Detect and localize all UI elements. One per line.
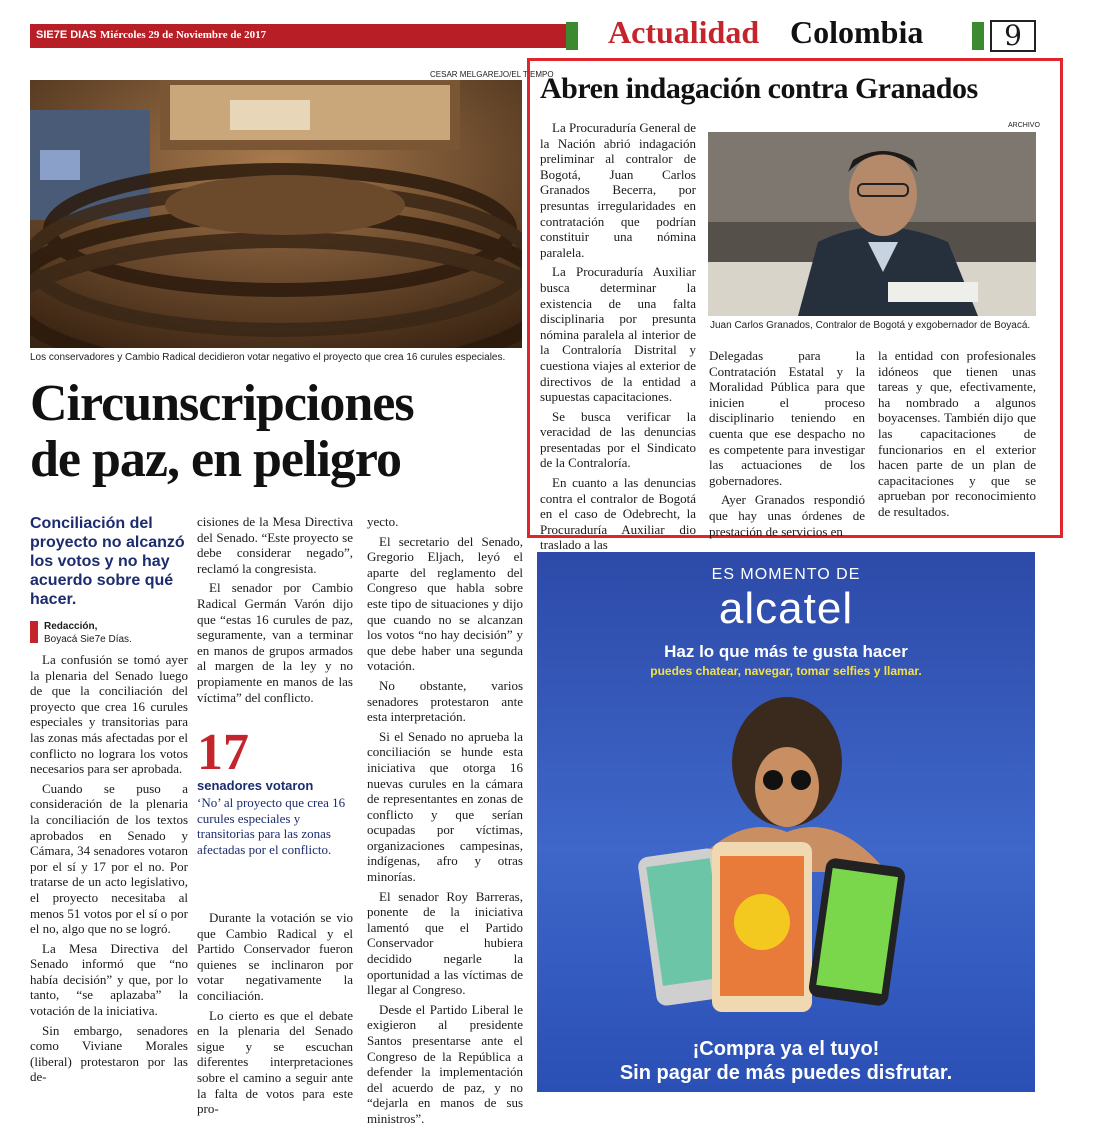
main-column-3 bbox=[367, 514, 523, 1131]
stat-text: ‘No’ al proyecto que crea 16 curules especiales y transitorias para las zonas afectadas por el conflicto. bbox=[197, 795, 346, 857]
paragraph: La Mesa Directiva del Senado informó que “no había decisión” y que, por lo tanto, “se aplazaba” la votación de la iniciativa. bbox=[30, 940, 188, 1019]
paragraph: El senador Roy Barreras, ponente de la iniciativa lamentó que el Partido Conservador hubiera decidido negarle la oportunidad a las víctimas de llegar al Congreso. bbox=[367, 888, 523, 998]
headline-line-1: Circunscripciones bbox=[30, 375, 414, 432]
side-column-1 bbox=[540, 120, 696, 557]
paragraph: Se busca verificar la veracidad de las denuncias presentadas por el Sindicato de la Contraloría. bbox=[540, 408, 696, 471]
byline-marker bbox=[30, 621, 38, 643]
ad-cta-1: ¡Compra ya el tuyo! bbox=[692, 1038, 880, 1060]
paragraph: La Procuraduría Auxiliar busca determinar la existencia de una falta disciplinaria por presunta nómina paralela al interior de la Contraloría Distrital y cuestiona viajes al exterior de directivos de la entidad a supuestas capacitaciones. bbox=[540, 264, 696, 405]
page-number: 9 bbox=[990, 20, 1036, 52]
paragraph: Sin embargo, senadores como Viviane Morales (liberal) protestaron por las de- bbox=[30, 1022, 188, 1085]
main-column-2-top bbox=[197, 514, 353, 709]
paragraph: Cuando se puso a consideración de la plenaria la conciliación de los textos aprobados en Senado y Cámara, 34 senadores votaron por el sí y 17 por el no. Por tratarse de un acto legislativo, el proyecto necesitaba al menos 51 votos por el sí o por el no, algo que no se logró. bbox=[30, 780, 188, 937]
section-title-colombia: Colombia bbox=[790, 14, 924, 50]
paragraph: Lo cierto es que el debate en la plenaria del Senado sigue y se escuchan diferentes interpretaciones sobre el camino a seguir ante la falta de votos para este pro- bbox=[197, 1007, 353, 1117]
header-bar bbox=[30, 24, 570, 48]
side-column-3 bbox=[878, 348, 1036, 524]
main-column-1 bbox=[30, 652, 188, 1089]
paragraph: Delegadas para la Contratación Estatal y la Moralidad Pública para que inicien el proceso disciplinario teniendo en cuenta que ese despacho no es competente para investigar las actuaciones de los gobernadores. bbox=[709, 348, 865, 488]
stat-box bbox=[197, 724, 353, 888]
ad-cta-2: Sin pagar de más puedes disfrutar. bbox=[619, 1062, 953, 1084]
paragraph: Ayer Granados respondió que hay unas órdenes de prestación de servicios en bbox=[709, 492, 865, 539]
paragraph: La Procuraduría General de la Nación abrió indagación preliminar al contralor de Bogotá, Juan Carlos Granados Becerra, por presuntas irregularidades en contratación que podrían constituir una nómina paralela. bbox=[540, 120, 697, 260]
green-stripe bbox=[566, 22, 578, 50]
byline-outlet: Boyacá Sie7e Días. bbox=[44, 634, 132, 645]
ad-brand-logo: alcatel bbox=[718, 584, 854, 633]
paragraph: Durante la votación se vio que Cambio Radical y el Partido Conservador fueron quienes se inclinaron por votar negativamente la conciliación. bbox=[197, 910, 353, 1003]
paragraph: Desde el Partido Liberal le exigieron al presidente Santos presentarse ante el Congreso de la República a defender la implementación del acuerdo de paz, y no “dejarla en manos de sus ministros”. bbox=[367, 1001, 523, 1126]
side-photo-credit: ARCHIVO bbox=[1008, 122, 1040, 129]
green-stripe-right bbox=[972, 22, 984, 50]
main-headline bbox=[30, 376, 520, 488]
paragraph: El secretario del Senado, Gregorio Eljach, leyó el aparte del reglamento del Congreso que habla sobre este tipo de situaciones y dijo que cuando no se alcanzan los votos “no hay decisión” y que debe haber una segunda votación. bbox=[367, 533, 523, 674]
headline-line-2: de paz, en peligro bbox=[30, 431, 402, 488]
ad-line-1: ES MOMENTO DE bbox=[711, 566, 861, 583]
byline-author: Redacción, bbox=[44, 621, 98, 632]
ad-line-2: Haz lo que más te gusta hacer bbox=[664, 642, 908, 661]
stat-title: senadores votaron bbox=[197, 778, 314, 793]
ad-phones-illustration bbox=[537, 692, 1035, 1012]
paragraph: cisiones de la Mesa Directiva del Senado. “Este proyecto se debe considerar negado”, reclamó la congresista. bbox=[197, 514, 353, 576]
paragraph: El senador por Cambio Radical Germán Varón dijo que “estas 16 curules de paz, seguramente, van a terminar en manos de grupos armados al margen de la ley y no propiamente en manos de las víctima” del conflicto. bbox=[197, 580, 353, 705]
story-kicker: Conciliación del proyecto no alcanzó los votos y no hay acuerdo sobre qué hacer. bbox=[30, 515, 185, 608]
issue-date: Miércoles 29 de Noviembre de 2017 bbox=[100, 29, 267, 41]
side-headline: Abren indagación contra Granados bbox=[540, 72, 978, 105]
side-column-2 bbox=[709, 348, 865, 543]
main-photo-caption: Los conservadores y Cambio Radical decidieron votar negativo el proyecto que crea 16 curules especiales. bbox=[30, 352, 506, 363]
paragraph: En cuanto a las denuncias contra el contralor de Bogotá en el caso de Odebrecht, la Procuraduría Auxiliar dio traslado a las bbox=[540, 475, 696, 553]
alcatel-advertisement[interactable] bbox=[537, 552, 1035, 1092]
paragraph: La confusión se tomó ayer la plenaria del Senado luego de que la conciliación del proyecto que crea 16 curules especiales y transitorias para las zonas más afectadas por el conflicto no lograra los votos necesarios para ser aprobada. bbox=[30, 652, 188, 777]
paragraph: No obstante, varios senadores protestaron ante esta interpretación. bbox=[367, 677, 523, 725]
paragraph: Si el Senado no aprueba la conciliación se hunde esta iniciativa que otorga 16 nuevas curules en la cámara de representantes en zonas de conflicto y que serían ocupadas por víctimas, organizaciones campesinas, indígenas, afro y otras minorías. bbox=[367, 728, 523, 885]
paragraph: yecto. bbox=[367, 514, 399, 529]
paragraph: la entidad con profesionales idóneos que tienen unas tareas y que, efectivamente, ha nombrado a algunos boyacenses. También dijo que las capacitaciones de funcionarios en el exterior hacen parte de un plan de capacitaciones y que se aprueban por reconocimiento de resultados. bbox=[878, 348, 1036, 519]
senate-chamber-photo bbox=[30, 80, 522, 348]
granados-photo bbox=[708, 132, 1036, 316]
ad-line-3: puedes chatear, navegar, tomar selfies y llamar. bbox=[650, 664, 922, 678]
stat-number: 17 bbox=[197, 724, 249, 781]
main-column-2-bottom bbox=[197, 910, 353, 1121]
brand-label: SIE7E DIAS bbox=[36, 29, 97, 41]
side-photo-caption: Juan Carlos Granados, Contralor de Bogotá y exgobernador de Boyacá. bbox=[710, 320, 1031, 331]
photo-credit: CESAR MELGAREJO/EL TIEMPO bbox=[430, 70, 554, 79]
byline bbox=[44, 620, 194, 646]
section-title-actualidad: Actualidad bbox=[608, 14, 760, 50]
